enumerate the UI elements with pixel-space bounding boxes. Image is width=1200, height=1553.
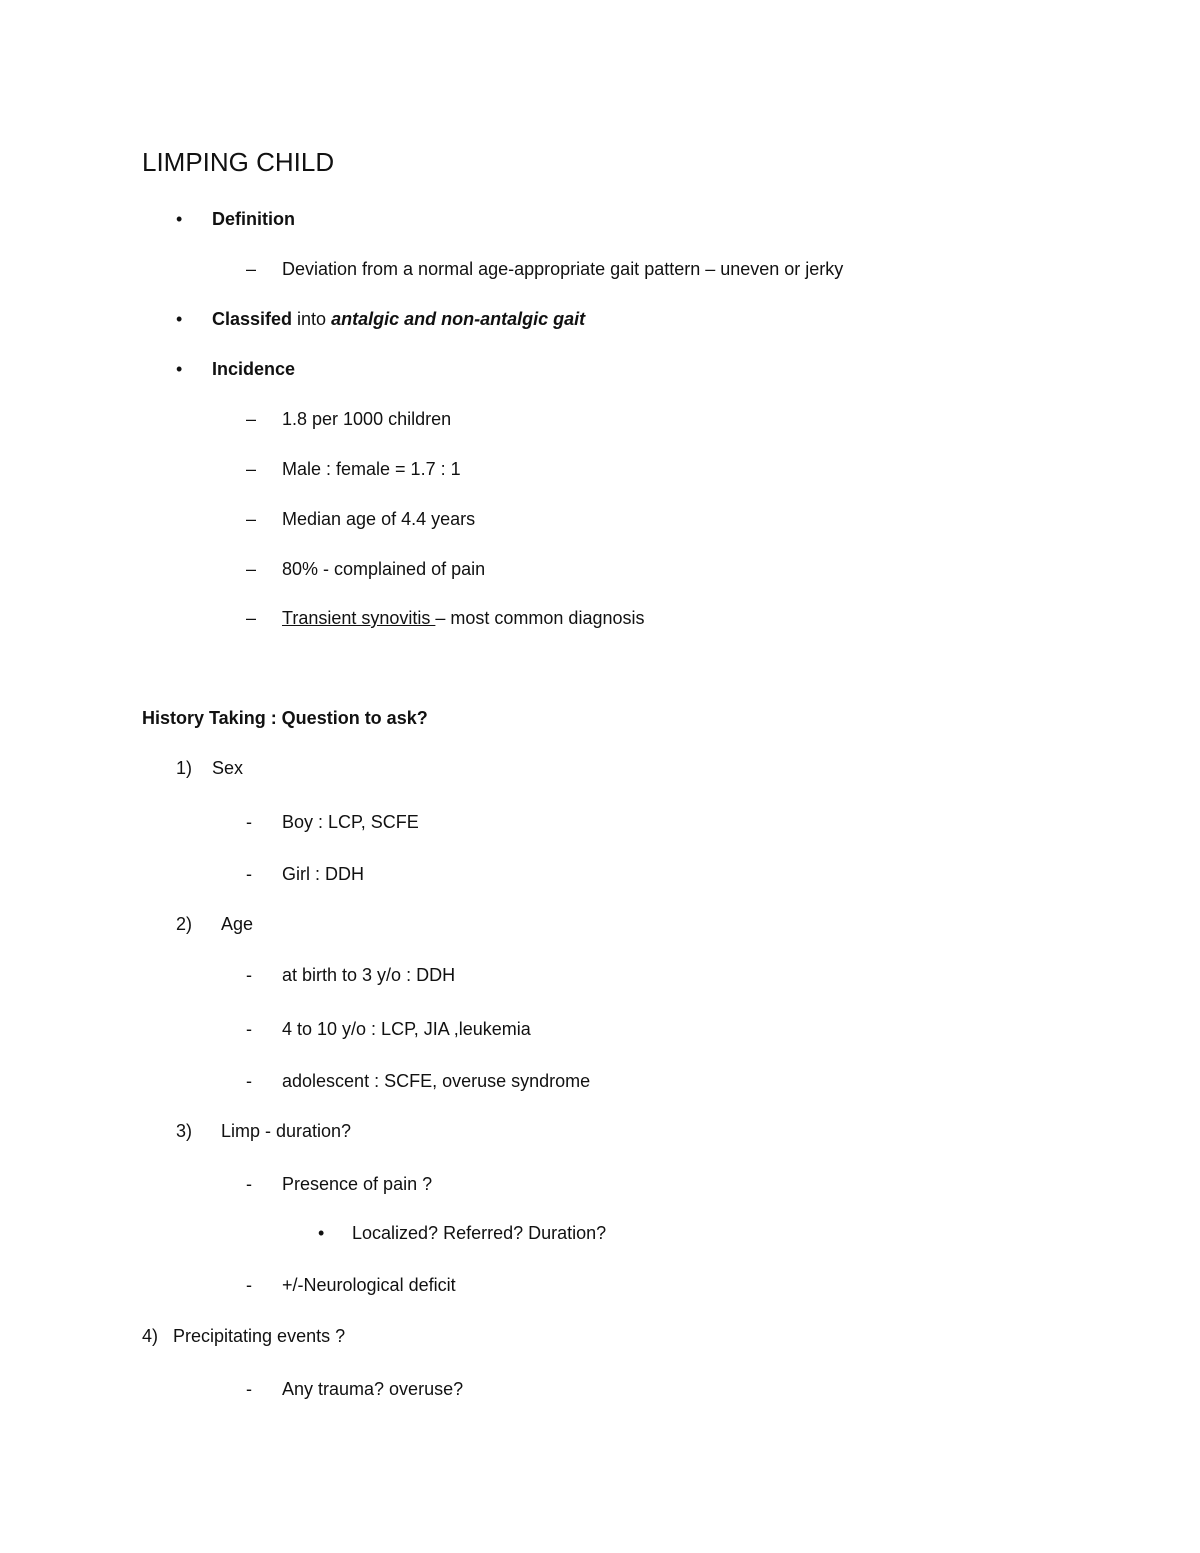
list-item: Presence of pain ? bbox=[282, 1174, 433, 1194]
hyphen-marker: - bbox=[246, 1379, 252, 1399]
classified-line bbox=[212, 307, 585, 331]
list-item: 4 to 10 y/o : LCP, JIA ,leukemia bbox=[282, 1019, 531, 1039]
list-number: 2) bbox=[176, 914, 193, 934]
list-number: 3) bbox=[176, 1121, 193, 1141]
question-label: Precipitating events ? bbox=[173, 1326, 346, 1346]
sub-list-item: Localized? Referred? Duration? bbox=[352, 1223, 607, 1243]
classified-prefix: Classifed bbox=[212, 309, 293, 329]
page-title: LIMPING CHILD bbox=[142, 147, 335, 177]
dash-marker: – bbox=[246, 259, 257, 279]
classified-middle: into bbox=[292, 309, 332, 329]
incidence-item: 80% - complained of pain bbox=[282, 559, 486, 579]
hyphen-marker: - bbox=[246, 1174, 252, 1194]
dash-marker: – bbox=[246, 509, 257, 529]
incidence-heading: Incidence bbox=[212, 359, 296, 379]
list-item: +/-Neurological deficit bbox=[282, 1275, 456, 1295]
list-item: Girl : DDH bbox=[282, 864, 364, 884]
bullet-marker: • bbox=[176, 209, 183, 229]
list-number: 4) bbox=[142, 1326, 159, 1346]
question-label: Age bbox=[221, 914, 254, 934]
list-item: Boy : LCP, SCFE bbox=[282, 812, 419, 832]
incidence-item: Median age of 4.4 years bbox=[282, 509, 476, 529]
definition-heading: Definition bbox=[212, 209, 295, 229]
question-label: Limp - duration? bbox=[221, 1121, 352, 1141]
incidence-item: 1.8 per 1000 children bbox=[282, 409, 452, 429]
classified-emphasis: antalgic and non-antalgic gait bbox=[331, 309, 586, 329]
list-item: adolescent : SCFE, overuse syndrome bbox=[282, 1071, 591, 1091]
history-heading: History Taking : Question to ask? bbox=[142, 708, 428, 728]
bullet-marker: • bbox=[176, 309, 183, 329]
dash-marker: – bbox=[246, 559, 257, 579]
dash-marker: – bbox=[246, 459, 257, 479]
bullet-marker: • bbox=[176, 359, 183, 379]
incidence-item-last bbox=[282, 606, 644, 630]
dash-marker: – bbox=[246, 409, 257, 429]
incidence-last-rest: – most common diagnosis bbox=[435, 608, 645, 628]
list-item: Any trauma? overuse? bbox=[282, 1379, 464, 1399]
definition-text: Deviation from a normal age-appropriate gait pattern – uneven or jerky bbox=[282, 259, 844, 279]
question-label: Sex bbox=[212, 758, 244, 778]
bullet-marker: • bbox=[318, 1223, 325, 1243]
hyphen-marker: - bbox=[246, 1071, 252, 1091]
dash-marker: – bbox=[246, 608, 257, 628]
hyphen-marker: - bbox=[246, 864, 252, 884]
hyphen-marker: - bbox=[246, 812, 252, 832]
hyphen-marker: - bbox=[246, 1019, 252, 1039]
incidence-item: Male : female = 1.7 : 1 bbox=[282, 459, 461, 479]
hyphen-marker: - bbox=[246, 965, 252, 985]
hyphen-marker: - bbox=[246, 1275, 252, 1295]
list-number: 1) bbox=[176, 758, 193, 778]
list-item: at birth to 3 y/o : DDH bbox=[282, 965, 456, 985]
transient-synovitis-term: Transient synovitis bbox=[282, 608, 436, 628]
